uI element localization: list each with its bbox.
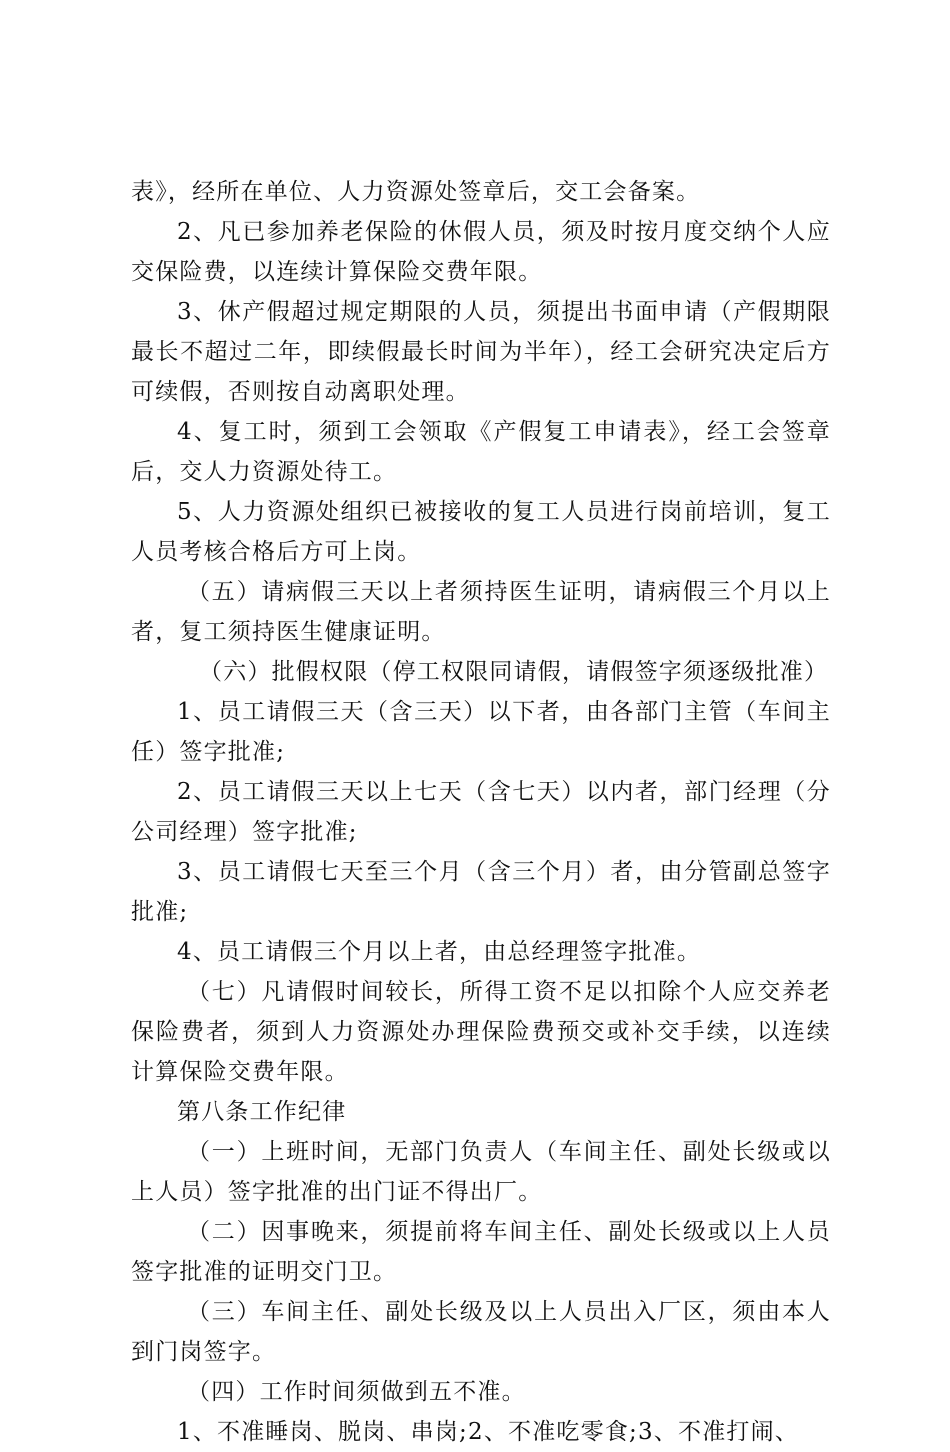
paragraph-12: （七）凡请假时间较长，所得工资不足以扣除个人应交养老保险费者，须到人力资源处办理保险费预交或补交手续，以连续计算保险交费年限。 bbox=[131, 979, 831, 1085]
paragraph-4: 4、复工时，须到工会领取《产假复工申请表》，经工会签章后，交人力资源处待工。 bbox=[131, 419, 831, 485]
paragraph-17: （四）工作时间须做到五不准。 bbox=[187, 1379, 526, 1405]
section-heading: 第八条工作纪律 bbox=[177, 1099, 347, 1125]
paragraph-2: 2、凡已参加养老保险的休假人员，须及时按月度交纳个人应交保险费，以连续计算保险交费年限。 bbox=[131, 219, 831, 285]
paragraph-9: 2、员工请假三天以上七天（含七天）以内者，部门经理（分公司经理）签字批准; bbox=[131, 779, 831, 845]
document-body bbox=[131, 172, 831, 1452]
paragraph-18: 1、不准睡岗、脱岗、串岗;2、不准吃零食;3、不准打闹、 bbox=[177, 1419, 799, 1445]
paragraph-15: （二）因事晚来，须提前将车间主任、副处长级或以上人员签字批准的证明交门卫。 bbox=[131, 1219, 831, 1285]
paragraph-1: 表》，经所在单位、人力资源处签章后，交工会备案。 bbox=[131, 179, 701, 205]
paragraph-10: 3、员工请假七天至三个月（含三个月）者，由分管副总签字批准; bbox=[131, 859, 831, 925]
paragraph-6: （五）请病假三天以上者须持医生证明，请病假三个月以上者，复工须持医生健康证明。 bbox=[131, 579, 831, 645]
paragraph-16: （三）车间主任、副处长级及以上人员出入厂区，须由本人到门岗签字。 bbox=[131, 1299, 831, 1365]
paragraph-14: （一）上班时间，无部门负责人（车间主任、副处长级或以上人员）签字批准的出门证不得出厂。 bbox=[131, 1139, 831, 1205]
paragraph-5: 5、人力资源处组织已被接收的复工人员进行岗前培训，复工人员考核合格后方可上岗。 bbox=[131, 499, 831, 565]
paragraph-8: 1、员工请假三天（含三天）以下者，由各部门主管（车间主任）签字批准; bbox=[131, 699, 831, 765]
paragraph-7: （六）批假权限（停工权限同请假，请假签字须逐级批准） bbox=[199, 659, 829, 685]
paragraph-3: 3、休产假超过规定期限的人员，须提出书面申请（产假期限最长不超过二年，即续假最长时间为半年），经工会研究决定后方可续假，否则按自动离职处理。 bbox=[131, 299, 831, 405]
paragraph-11: 4、员工请假三个月以上者，由总经理签字批准。 bbox=[177, 939, 702, 965]
